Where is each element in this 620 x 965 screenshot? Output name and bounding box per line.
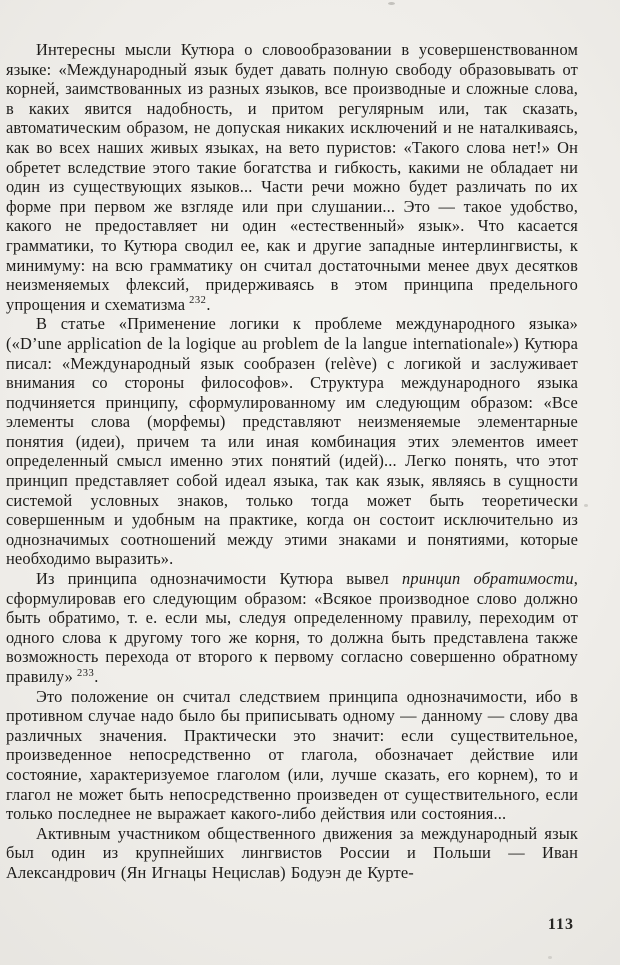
text-run: Из принципа однозначимости Кутюра вывел bbox=[36, 569, 402, 589]
text-run: Активным участником общественного движения за международный язык был один из крупнейших лингвистов России и Польши — Иван Александрович (Ян Игнацы Нецислав) Бодуэн де Курте- bbox=[6, 823, 578, 882]
scan-artifact bbox=[388, 2, 395, 5]
paragraph bbox=[6, 569, 578, 687]
text-run: . bbox=[94, 667, 99, 686]
italic-text: принцип обратимости bbox=[402, 569, 574, 589]
body-text bbox=[6, 40, 578, 883]
paragraph bbox=[6, 687, 578, 824]
footnote-marker: 232 bbox=[189, 295, 207, 307]
text-run: В статье «Применение логики к проблеме международного языка» («D’une application de la logique au problem de la langue internationale») Кутюра писал: «Международный язык сообразен (relève) с логикой и заслуживает внимания со стороны философов». Структура международного языка подчиняется принципу, сформулированному им следующим образом: «Все элементы слова (морфемы) представляют неизменяемые элементарные понятия (идеи), причем та или иная комбинация этих элементов имеет определенный смысл именно этих понятий (идей)... Легко понять, что этот принцип представляет собой идеал языка, так как язык, являясь в сущности системой условных знаков, только тогда может быть теоретически совершенным и удобным на практике, когда он состоит исключительно из однозначимых соотношений между этими знаками и понятиями, которые необходимо выразить». bbox=[6, 314, 578, 569]
paragraph bbox=[6, 824, 578, 883]
text-run: Это положение он считал следствием принципа однозначимости, ибо в противном случае надо было бы приписывать одному — данному — слову два различных значения. Практически это значит: если существительное, произведенное непосредственно от глагола, обозначает действие или состояние, характеризуемое глаголом (или, лучше сказать, его корнем), то и глагол не может быть непосредственно произведен от существительного, если только последнее не выражает какого-либо действия или состояния... bbox=[6, 686, 578, 824]
page-number: 113 bbox=[547, 916, 574, 933]
paragraph bbox=[6, 40, 578, 314]
footnote-marker: 233 bbox=[76, 667, 95, 679]
text-run: . bbox=[206, 294, 211, 314]
paragraph bbox=[6, 314, 578, 569]
text-run: , сформулировав его следующим образом: «Всякое производное слово должно быть обратимо, т. е. если мы, следуя определенному правилу, переходим от одного слова к другому того же корня, то должна быть представлена также возможность перехода от второго к первому согласно совершенно обратному правилу» bbox=[6, 569, 578, 686]
scan-artifact bbox=[548, 956, 552, 959]
scan-artifact bbox=[584, 504, 588, 507]
text-run: Интересны мысли Кутюра о словообразовании в усовершенствованном языке: «Международный язык будет давать полную свободу образовывать от корней, заимствованных из разных языков, все производные и сложные слова, в каких явится надобность, и притом регулярным или, так сказать, автоматическим образом, не допуская никаких исключений и не наталкиваясь, как во всех наших живых языках, на вето пуристов: «Такого слова нет!» Он обретет вследствие этого такие богатства и гибкость, какими не обладает ни один из существующих языков... Части речи можно будет различать по их форме при первом же взгляде или при слушании... Это — такое удобство, какого не предоставляет ни один «естественный» язык». Что касается грамматики, то Кутюра сводил ее, как и другие западные интерлингвисты, к минимуму: на всю грамматику он считал достаточными менее двух десятков неизменяемых флексий, придерживаясь в этом принципа предельного упрощения и схематизма bbox=[6, 40, 578, 314]
